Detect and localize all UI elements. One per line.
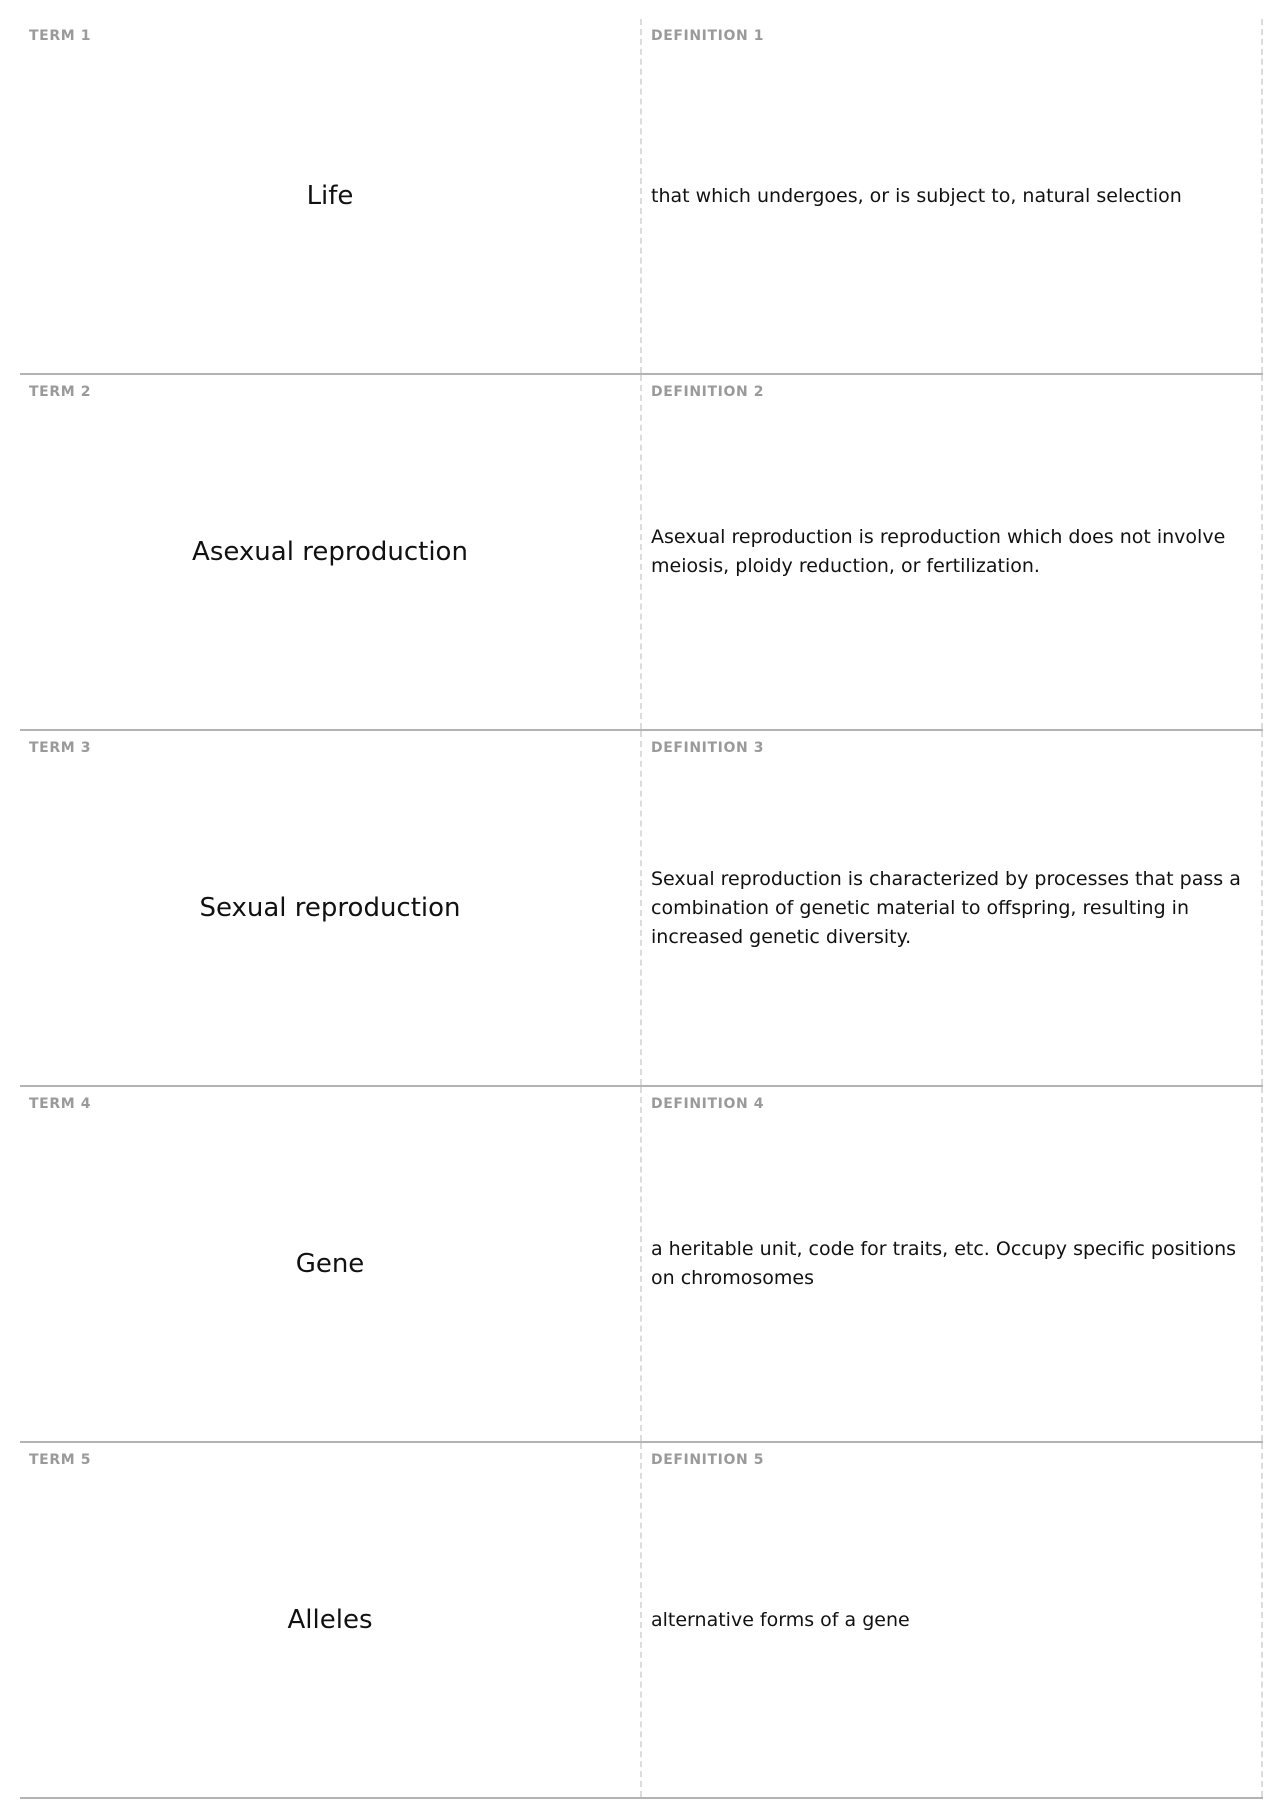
flashcard-row <box>20 19 1263 375</box>
term-text: Asexual reproduction <box>192 537 468 567</box>
definition-text: Sexual reproduction is characterized by processes that pass a combination of genetic material to offspring, resulting in increased genetic diversity. <box>651 867 1241 948</box>
term-cell <box>20 19 642 373</box>
term-text: Life <box>306 181 354 211</box>
definition-cell <box>642 1087 1263 1441</box>
flashcard-sheet <box>20 19 1263 1799</box>
definition-cell <box>642 1443 1263 1797</box>
definition-label: DEFINITION 2 <box>651 384 765 400</box>
definition-cell <box>642 375 1263 729</box>
flashcard-row <box>20 731 1263 1087</box>
definition-label: DEFINITION 1 <box>651 28 765 44</box>
term-label: TERM 3 <box>29 740 92 756</box>
term-cell <box>20 1087 642 1441</box>
term-cell <box>20 1443 642 1797</box>
definition-label: DEFINITION 4 <box>651 1096 765 1112</box>
term-text: Alleles <box>287 1605 373 1635</box>
definition-text: Asexual reproduction is reproduction which does not involve meiosis, ploidy reduction, or fertilization. <box>651 526 1226 577</box>
flashcard-row <box>20 1443 1263 1799</box>
term-cell <box>20 731 642 1085</box>
term-label: TERM 2 <box>29 384 92 400</box>
term-cell <box>20 375 642 729</box>
term-label: TERM 4 <box>29 1096 92 1112</box>
term-text: Sexual reproduction <box>199 893 461 923</box>
definition-cell <box>642 731 1263 1085</box>
term-label: TERM 5 <box>29 1452 92 1468</box>
definition-text: alternative forms of a gene <box>651 1608 910 1631</box>
flashcard-row <box>20 375 1263 731</box>
flashcard-row <box>20 1087 1263 1443</box>
definition-cell <box>642 19 1263 373</box>
definition-label: DEFINITION 5 <box>651 1452 765 1468</box>
definition-text: a heritable unit, code for traits, etc. Occupy specific positions on chromosomes <box>651 1238 1237 1289</box>
definition-text: that which undergoes, or is subject to, natural selection <box>651 184 1182 207</box>
term-label: TERM 1 <box>29 28 92 44</box>
term-text: Gene <box>295 1249 365 1279</box>
definition-label: DEFINITION 3 <box>651 740 765 756</box>
